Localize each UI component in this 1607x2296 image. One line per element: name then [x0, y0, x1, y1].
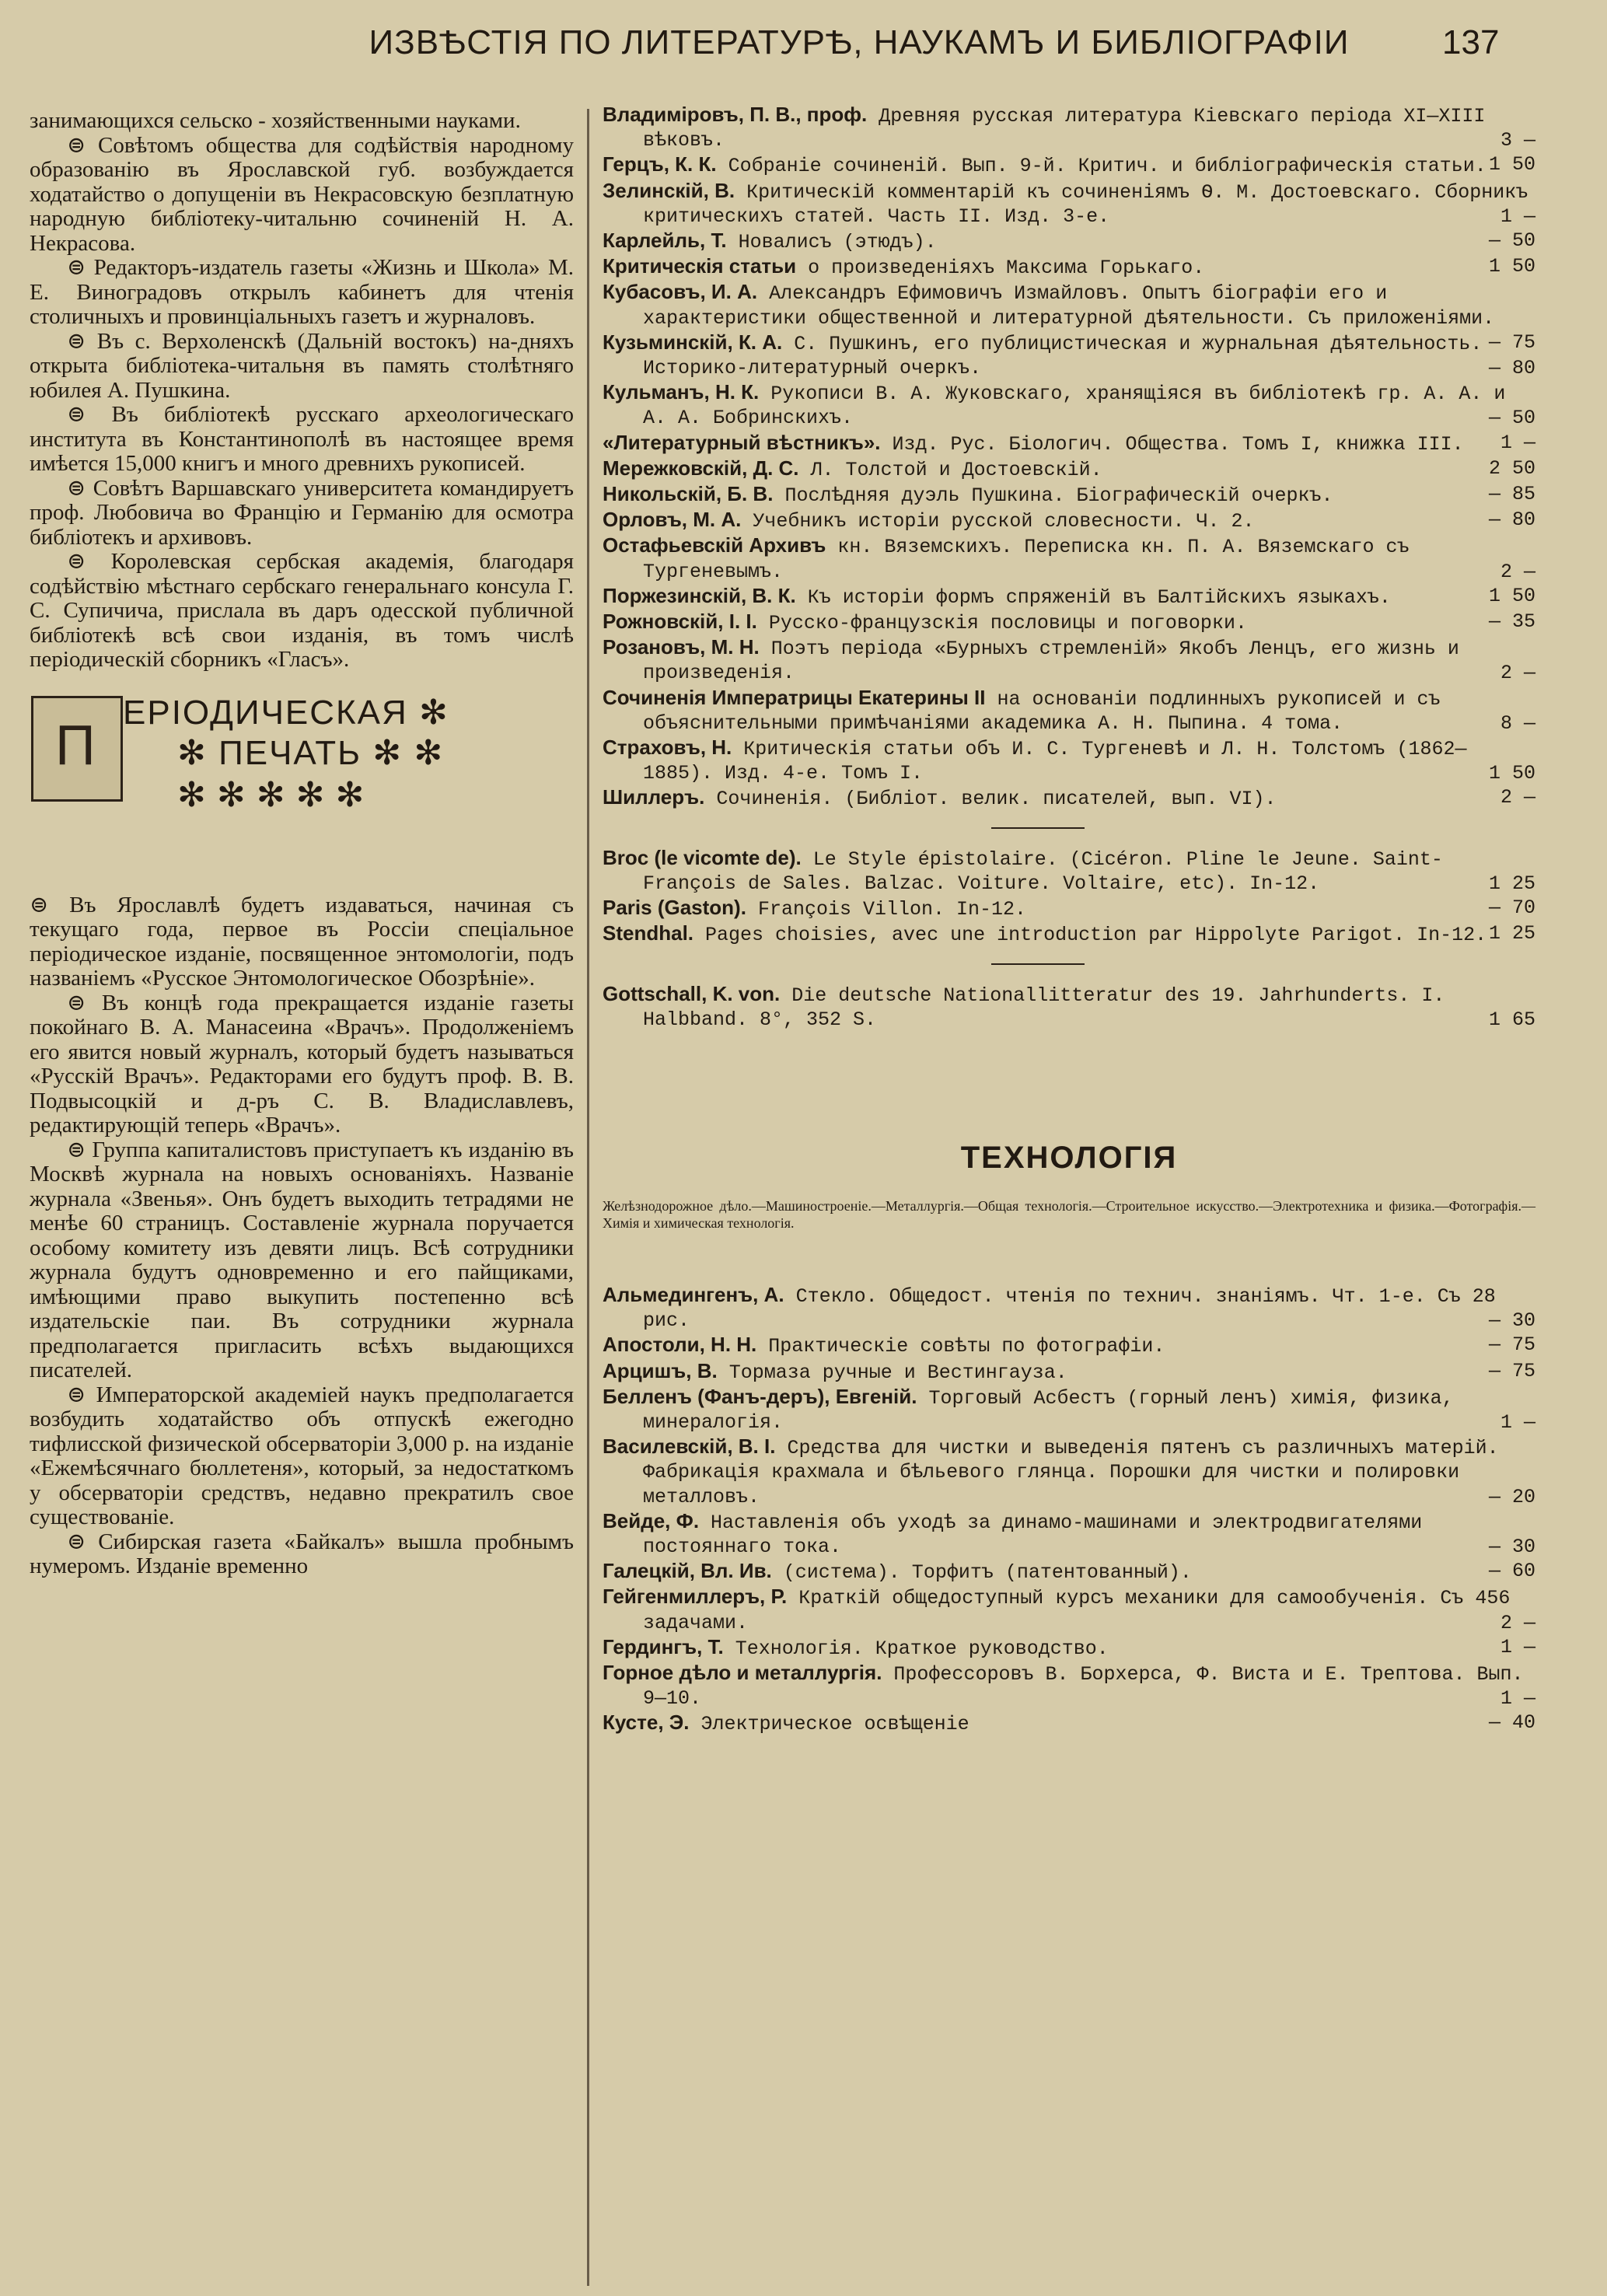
news-bottom-list: [30, 893, 574, 1579]
book-author: Кубасовъ, И. А.: [603, 280, 758, 304]
ornamental-initial: [31, 696, 123, 802]
book-price: 1 —: [1500, 204, 1535, 228]
book-price: — 75: [1488, 330, 1535, 354]
book-price: 3 —: [1500, 129, 1535, 152]
book-author: Broc (le vicomte de).: [603, 845, 802, 869]
book-author: Альмедингенъ, А.: [603, 1282, 784, 1306]
book-author: Кузьминскій, К. А.: [603, 330, 783, 354]
page-header: [0, 23, 1607, 78]
book-entry: [603, 1559, 1535, 1585]
book-entry: [603, 1509, 1535, 1559]
russian-books-list: [603, 103, 1535, 812]
book-title: С. Пушкинъ, его публицистическая и журнальная дѣятельность. Историко-литературный очеркъ.: [643, 332, 1483, 380]
book-author: Орловъ, М. А.: [603, 508, 742, 532]
book-author: Stendhal.: [603, 921, 694, 945]
book-price: — 70: [1488, 896, 1535, 920]
book-price: 1 25: [1488, 872, 1535, 895]
book-price: 2 —: [1500, 560, 1535, 583]
book-title: Критическій комментарій къ сочиненіямъ Ѳ. М. Достоевскаго. Сборникъ критическихъ статей. Часть II. Изд. 3-е.: [643, 180, 1528, 228]
book-title: Профессоровъ В. Борхерса, Ф. Виста и Е. Трептова. Вып. 9—10.: [643, 1662, 1524, 1711]
right-column: [603, 103, 1535, 1737]
news-item: ⊜ Редакторъ-издатель газеты «Жизнь и Школа» М. Е. Виноградовъ открылъ кабинетъ для чтенія столичныхъ и провинціальныхъ газетъ и журналовъ.: [30, 255, 574, 329]
news-item: ⊜ Императорской академіей наукъ предполагается возбудить ходатайство объ отпускѣ ежегодно тифлисской физической обсерваторіи 3,000 р. на изданіе «Ежемѣсячнаго бюллетеня», который, за недостаткомъ у обсерваторіи средствъ, недавно прекратилъ свое существованіе.: [30, 1382, 574, 1529]
book-entry: [603, 431, 1535, 456]
book-price: 1 25: [1488, 922, 1535, 945]
book-entry: [603, 1435, 1535, 1509]
book-author: Вейде, Ф.: [603, 1508, 700, 1532]
book-entry: [603, 103, 1535, 152]
book-price: — 85: [1488, 483, 1535, 506]
book-author: Розановъ, М. Н.: [603, 635, 760, 659]
book-title: Технологія. Краткое руководство.: [723, 1637, 1109, 1660]
news-item: ⊜ Въ с. Верхоленскѣ (Дальній востокъ) на-дняхъ открыта библіотека-читальня въ память столѣтняго юбилея А. Пушкина.: [30, 328, 574, 403]
news-item: ⊜ Королевская сербская академія, благодаря содѣйствію мѣстнаго сербскаго генеральнаго консула Г. С. Супичича, прислала въ даръ одесской публичной библіотекѣ всѣ свои изданія, въ томъ числѣ періодическій сборникъ «Гласъ».: [30, 549, 574, 672]
book-author: Кульманъ, Н. К.: [603, 380, 760, 404]
book-entry: [603, 1661, 1535, 1711]
news-item: ⊜ Группа капиталистовъ приступаетъ къ изданію въ Москвѣ журнала на новыхъ основаніяхъ. Названіе журнала «Звенья». Онъ будетъ выходить тетрадями не менѣе 60 страницъ. Составленіе журнала поручается особому комитету изъ девяти лицъ. Всѣ сотрудники журнала будутъ одновременно и его пайщиками, имѣющими право выкупить постепенно всѣ издательскіе паи. Въ сотрудники журнала предполагается пригласить всѣхъ выдающихся писателей.: [30, 1137, 574, 1382]
book-entry: [603, 1585, 1535, 1634]
book-author: Зелинскій, В.: [603, 178, 735, 202]
periodical-press-heading: [30, 693, 574, 823]
book-title: Древняя русская литература Кіевскаго періода XI—XIII вѣковъ.: [643, 105, 1486, 152]
book-author: Gottschall, K. von.: [603, 981, 781, 1005]
book-price: — 80: [1488, 508, 1535, 532]
book-price: — 50: [1488, 229, 1535, 253]
column-rule: [587, 109, 589, 2286]
book-price: 1 —: [1500, 431, 1535, 454]
book-entry: [603, 152, 1535, 178]
book-title: Pages choisies, avec une introduction par Hippolyte Parigot. In-12.: [693, 924, 1487, 947]
book-title: Наставленія объ уходѣ за динамо-машинами и электродвигателями постояннаго тока.: [643, 1511, 1423, 1558]
book-author: Гейгенмиллеръ, Р.: [603, 1585, 788, 1609]
book-title: о произведеніяхъ Максима Горькаго.: [796, 257, 1205, 280]
book-title: Средства для чистки и выведенія пятенъ съ различныхъ матерій. Фабрикація крахмала и бѣльевого глянца. Порошки для чистки и полировки металловъ.: [643, 1437, 1499, 1508]
book-entry: [603, 179, 1535, 229]
news-top-list: [30, 109, 574, 673]
book-entry: [603, 508, 1535, 533]
book-author: Кусте, Э.: [603, 1711, 690, 1735]
divider: [991, 827, 1085, 829]
book-author: Paris (Gaston).: [603, 896, 746, 920]
book-price: — 75: [1488, 1359, 1535, 1382]
book-price: 1 —: [1500, 1687, 1535, 1711]
book-author: Шиллеръ.: [603, 785, 705, 809]
heading-line-2: ✻ ПЕЧАТЬ ✻ ✻: [177, 733, 445, 772]
book-price: — 40: [1488, 1711, 1535, 1735]
book-entry: [603, 584, 1535, 610]
heading-line-3: ✻✻✻✻✻: [177, 775, 376, 814]
book-entry: [603, 1385, 1535, 1435]
book-author: Никольскій, Б. В.: [603, 482, 774, 506]
book-entry: [603, 229, 1535, 254]
page-number: 137: [1442, 23, 1500, 61]
book-author: Арцишъ, В.: [603, 1358, 718, 1382]
book-entry: [603, 1333, 1535, 1358]
book-author: Василевскій, В. І.: [603, 1435, 776, 1459]
book-price: — 60: [1488, 1560, 1535, 1583]
book-title: Критическія статьи объ И. С. Тургеневѣ и Л. Н. Толстомъ (1862—1885). Изд. 4-е. Томъ I.: [643, 738, 1467, 785]
book-entry: [603, 533, 1535, 583]
book-price: — 80: [1488, 357, 1535, 380]
book-author: Поржезинскій, В. К.: [603, 583, 796, 607]
book-author: Мережковскій, Д. С.: [603, 456, 799, 480]
book-entry: [603, 1359, 1535, 1385]
news-item: ⊜ Совѣтомъ общества для содѣйствія народному образованію въ Ярославской губ. возбуждается ходатайство о допущеніи въ Некрасовскую безплатную народную библіотеку-читальню сочиненій Н. А. Некрасова.: [30, 132, 574, 256]
book-title: Le Style épistolaire. (Cicéron. Pline le Jeune. Saint-François de Sales. Balzac. Voiture. Voltaire, etc). In-12.: [643, 847, 1443, 895]
news-item: ⊜ Совѣтъ Варшавскаго университета командируетъ проф. Любовича во Францію и Германію для осмотра библіотекъ и архивовъ.: [30, 475, 574, 550]
book-title: Послѣдняя дуэль Пушкина. Біографическій очеркъ.: [773, 484, 1333, 508]
news-item: ⊜ Въ концѣ года прекращается изданіе газеты покойнаго В. А. Манасеина «Врачъ». Продолженіемъ его явится новый журналъ, который будетъ называться «Русскій Врачъ». Редакторами его будутъ проф. В. В. Подвысоцкій и д-ръ С. В. Владиславлевъ, редактирующій теперь «Врачъ».: [30, 990, 574, 1138]
book-author: Критическія статьи: [603, 254, 797, 278]
book-price: — 35: [1488, 610, 1535, 634]
book-price: 2 —: [1500, 662, 1535, 685]
book-title: (система). Торфитъ (патентованный).: [771, 1561, 1192, 1585]
book-price: — 75: [1488, 1333, 1535, 1357]
book-title: Электрическое освѣщеніе: [689, 1713, 969, 1736]
heading-line-1: ЕРІОДИЧЕСКАЯ ✻: [123, 693, 449, 732]
book-author: Герцъ, К. К.: [603, 152, 717, 176]
book-entry: [603, 736, 1535, 785]
book-price: 1 50: [1488, 153, 1535, 176]
book-price: 1 50: [1488, 762, 1535, 785]
book-entry: [603, 330, 1535, 380]
news-item: ⊜ Сибирская газета «Байкалъ» вышла пробнымъ нумеромъ. Изданіе временно: [30, 1529, 574, 1578]
book-author: Сочиненія Императрицы Екатерины II: [603, 685, 986, 709]
book-title: Стекло. Общедост. чтенія по технич. знаніямъ. Чт. 1-е. Съ 28 рис.: [643, 1284, 1496, 1333]
technology-title: ТЕХНОЛОГІЯ: [960, 1140, 1178, 1175]
book-entry: [603, 686, 1535, 736]
book-entry: [603, 456, 1535, 482]
book-author: Апостоли, Н. Н.: [603, 1333, 757, 1357]
book-price: 2 —: [1500, 1611, 1535, 1634]
book-entry: [603, 1635, 1535, 1661]
book-title: Л. Толстой и Достоевскій.: [798, 458, 1102, 481]
book-author: Галецкій, Вл. Ив.: [603, 1559, 772, 1583]
book-price: — 50: [1488, 407, 1535, 430]
book-price: — 20: [1488, 1485, 1535, 1508]
book-entry: [603, 482, 1535, 508]
book-entry: [603, 785, 1535, 811]
book-price: 1 65: [1488, 1008, 1535, 1031]
book-author: Страховъ, Н.: [603, 736, 732, 760]
book-title: Новалисъ (этюдъ).: [726, 231, 937, 254]
book-entry: [603, 921, 1535, 947]
book-author: Владиміровъ, П. В., проф.: [603, 103, 868, 126]
technology-subtitle: Желѣзнодорожное дѣло.—Машиностроеніе.—Металлургія.—Общая технологія.—Строительное искусство.—Электротехника и физика.—Фотографія.—Химія и химическая технологія.: [603, 1197, 1535, 1231]
book-price: — 30: [1488, 1535, 1535, 1558]
book-entry: [603, 635, 1535, 685]
book-title: Практическіе совѣты по фотографіи.: [756, 1335, 1165, 1358]
book-price: 1 50: [1488, 584, 1535, 607]
german-books-list: [603, 982, 1535, 1032]
book-price: 1 —: [1500, 1410, 1535, 1434]
book-title: Собраніе сочиненій. Вып. 9-й. Критич. и библіографическія статьи.: [716, 155, 1486, 178]
book-title: François Villon. In-12.: [746, 898, 1026, 921]
book-price: 1 —: [1500, 1635, 1535, 1658]
book-entry: [603, 982, 1535, 1032]
book-title: Сочиненія. (Библіот. велик. писателей, вып. VI).: [704, 788, 1277, 811]
book-price: 2 50: [1488, 456, 1535, 480]
book-price: — 30: [1488, 1309, 1535, 1333]
french-books-list: [603, 846, 1535, 948]
book-title: кн. Вяземскихъ. Переписка кн. П. А. Вяземскаго съ Тургеневымъ.: [643, 536, 1410, 583]
news-item: ⊜ Въ библіотекѣ русскаго археологическаго института въ Константинополѣ въ настоящее время имѣется 15,000 книгъ и много древнихъ рукописей.: [30, 402, 574, 476]
ornamental-initial-letter: П: [55, 714, 96, 777]
book-author: «Литературный вѣстникъ».: [603, 430, 881, 454]
book-entry: [603, 380, 1535, 430]
book-title: Къ исторіи формъ спряженій въ Балтійскихъ языкахъ.: [795, 585, 1391, 609]
book-author: Карлейль, Т.: [603, 229, 727, 253]
news-item: ⊜ Въ Ярославлѣ будетъ издаваться, начиная съ текущаго года, первое въ Россіи спеціальное періодическое изданіе, посвященное энтомологіи, подъ названіемъ «Русское Энтомологическое Обозрѣніе».: [30, 892, 574, 991]
book-author: Белленъ (Фанъ-деръ), Евгеній.: [603, 1384, 917, 1408]
book-title: Торговый Асбестъ (горный ленъ) химія, физика, минералогія.: [643, 1386, 1454, 1434]
book-title: Поэтъ періода «Бурныхъ стремленій» Якобъ Ленцъ, его жизнь и произведенія.: [643, 638, 1459, 685]
running-title: ИЗВѢСТІЯ ПО ЛИТЕРАТУРѢ, НАУКАМЪ И БИБЛІОГРАФІИ: [369, 23, 1350, 61]
book-entry: [603, 896, 1535, 921]
news-item: занимающихся сельско - хозяйственными науками.: [30, 108, 521, 133]
book-title: Рукописи В. А. Жуковскаго, хранящіяся въ библіотекѣ гр. А. А. и А. А. Бобринскихъ.: [643, 383, 1506, 430]
book-title: Тормаза ручные и Вестингауза.: [717, 1361, 1067, 1384]
book-author: Рожновскій, І. І.: [603, 610, 757, 634]
book-entry: [603, 846, 1535, 896]
book-title: Изд. Рус. Біологич. Общества. Томъ I, книжка III.: [880, 432, 1464, 456]
book-title: Учебникъ исторіи русской словесности. Ч. 2.: [741, 510, 1255, 533]
book-entry: [603, 610, 1535, 635]
book-price: 8 —: [1500, 711, 1535, 735]
book-author: Гердингъ, Т.: [603, 1634, 724, 1658]
left-column: [30, 109, 574, 1579]
book-author: Горное дѣло и металлургія.: [603, 1660, 882, 1684]
book-title: Александръ Ефимовичъ Измайловъ. Опытъ біографіи его и характеристики общественной и литературной дѣятельности. Съ приложеніями.: [643, 282, 1495, 330]
book-entry: [603, 1283, 1535, 1333]
technology-books-list: [603, 1283, 1535, 1737]
book-title: Die deutsche Nationallitteratur des 19. Jahrhunderts. I. Halbband. 8°, 352 S.: [643, 984, 1445, 1031]
divider: [991, 963, 1085, 965]
book-entry: [603, 254, 1535, 280]
book-title: Русско-французскія пословицы и поговорки.: [756, 612, 1247, 635]
book-price: 2 —: [1500, 786, 1535, 809]
book-price: 1 50: [1488, 255, 1535, 278]
book-author: Остафьевскій Архивъ: [603, 533, 826, 557]
book-title: Краткій общедоступный курсъ механики для самообученія. Съ 456 задачами.: [643, 1587, 1511, 1634]
book-title: на основаніи подлинныхъ рукописей и съ объяснительными примѣчаніями академика А. Н. Пыпина. 4 тома.: [643, 687, 1441, 735]
book-entry: [603, 1711, 1535, 1736]
